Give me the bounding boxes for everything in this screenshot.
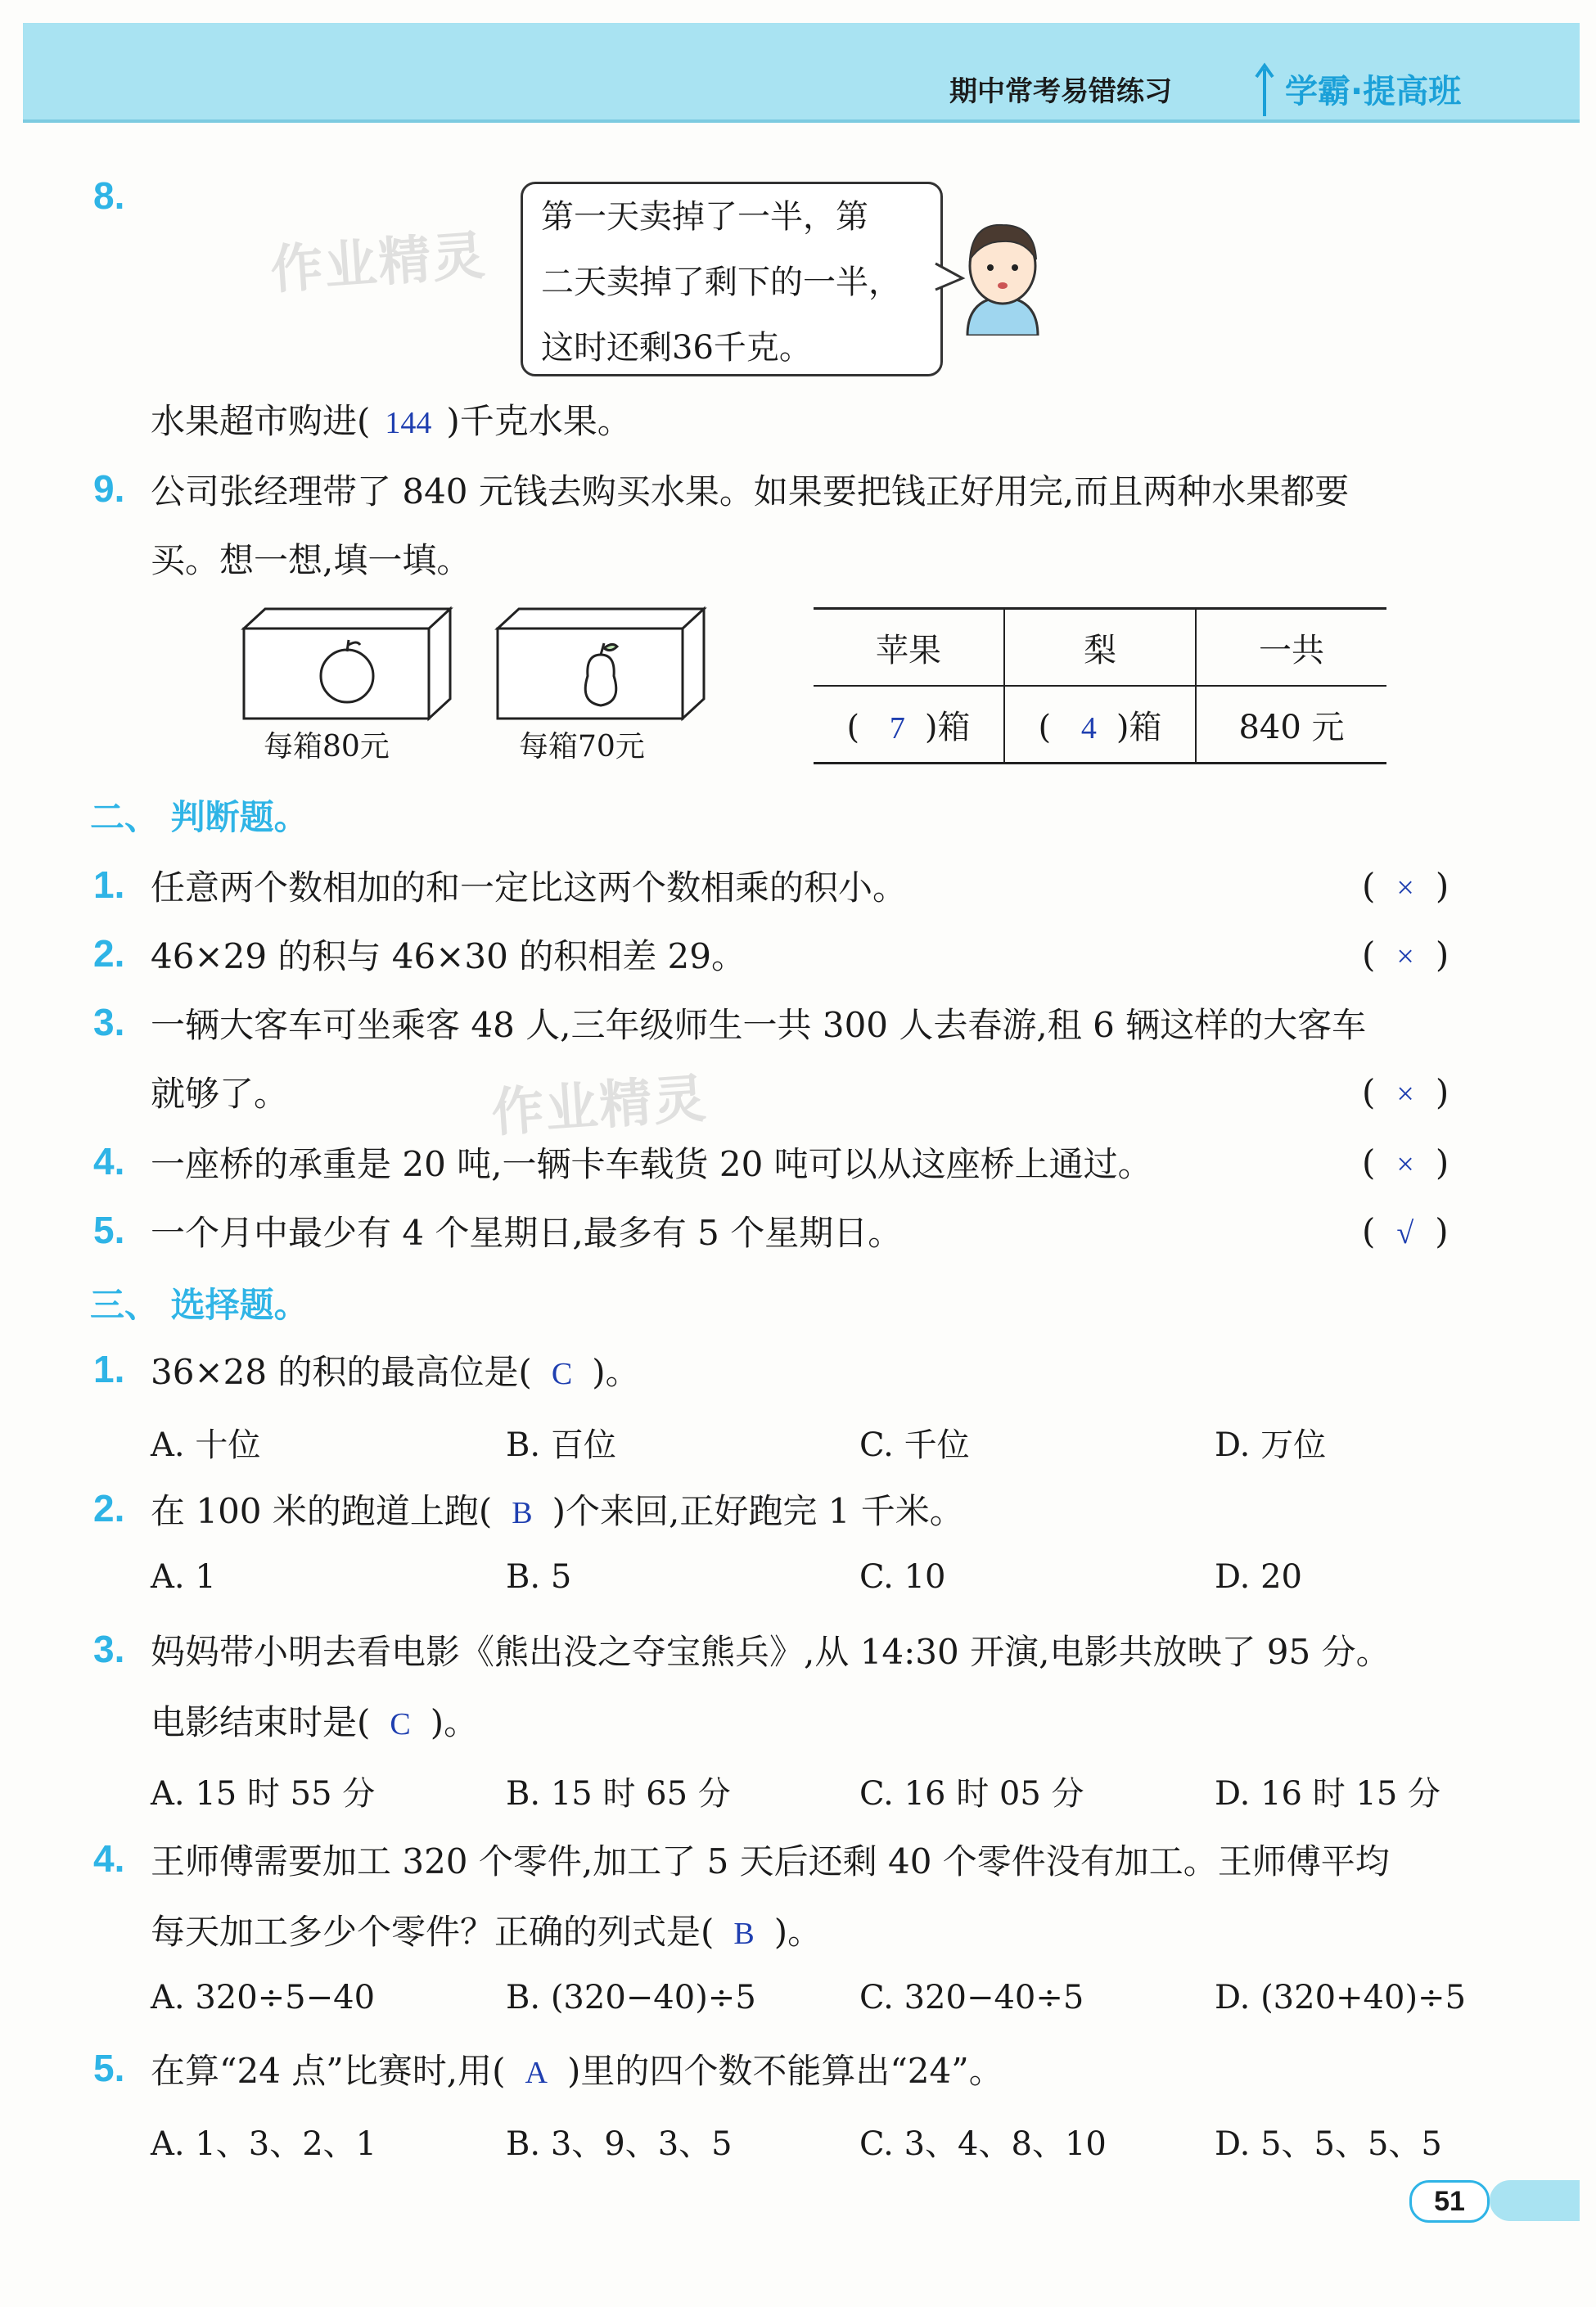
option: B. 15 时 65 分 bbox=[506, 1775, 731, 1813]
header-brand: 学霸·提高班 bbox=[1285, 73, 1462, 110]
choice-question bbox=[151, 1350, 640, 1396]
q9-line1: 公司张经理带了 840 元钱去购买水果。如果要把钱正好用完,而且两种水果都要 bbox=[151, 471, 1350, 511]
judge-answer: √ bbox=[1396, 1216, 1414, 1250]
judge-text-cont: 就够了。 bbox=[151, 1074, 289, 1114]
bubble-line: 二天卖掉了剩下的一半， bbox=[541, 264, 901, 301]
q8-answer-line bbox=[151, 399, 632, 445]
q8-pre: 水果超市购进( bbox=[151, 401, 371, 441]
judge-text: 任意两个数相加的和一定比这两个数相乘的积小。 bbox=[151, 867, 908, 908]
choice-answer: C bbox=[390, 1707, 411, 1742]
page-number: 51 bbox=[1409, 2180, 1490, 2223]
judge-answer-box: ( × ) bbox=[1362, 866, 1449, 906]
pear-price: 每箱70元 bbox=[519, 730, 645, 764]
judge-text: 一座桥的承重是 20 吨,一辆卡车载货 20 吨可以从这座桥上通过。 bbox=[151, 1144, 1152, 1184]
option: C. 10 bbox=[859, 1558, 946, 1596]
apple-price: 每箱80元 bbox=[264, 730, 390, 764]
question-number: 9. bbox=[93, 467, 125, 510]
page-tab bbox=[1490, 2180, 1580, 2221]
speech-bubble bbox=[521, 182, 943, 376]
watermark: 作业精灵 bbox=[268, 225, 489, 302]
choice-post: )个来回,正好跑完 1 千米。 bbox=[552, 1491, 964, 1531]
judge-answer: × bbox=[1396, 871, 1414, 905]
choice-post: )里的四个数不能算出“24”。 bbox=[566, 2051, 1003, 2091]
choice-answer: A bbox=[525, 2056, 548, 2090]
option: A. 320÷5−40 bbox=[151, 1979, 376, 2016]
option: B. 百位 bbox=[506, 1426, 616, 1464]
q9-line2: 买。想一想,填一填。 bbox=[151, 540, 471, 580]
table-header: 苹果 bbox=[814, 609, 1004, 687]
option: D. (320+40)÷5 bbox=[1215, 1979, 1467, 2016]
option: B. 3、9、3、5 bbox=[506, 2125, 733, 2163]
choice-question bbox=[151, 1701, 478, 1746]
arrow-divider-icon bbox=[1248, 61, 1281, 118]
unit: 箱 bbox=[1129, 708, 1162, 746]
judge-answer: × bbox=[1396, 1147, 1414, 1182]
table-header: 梨 bbox=[1004, 609, 1196, 687]
question-number: 1. bbox=[93, 1348, 125, 1390]
judge-answer-box: ( × ) bbox=[1362, 1072, 1449, 1112]
bubble-line: 第一天卖掉了一半，第 bbox=[541, 198, 868, 236]
choice-question bbox=[151, 1489, 964, 1535]
option: D. 万位 bbox=[1215, 1426, 1327, 1464]
option: C. 16 时 05 分 bbox=[859, 1775, 1084, 1813]
total-cell: 840 元 bbox=[1238, 708, 1345, 746]
judge-answer-box: ( √ ) bbox=[1362, 1211, 1449, 1251]
judge-answer: × bbox=[1396, 1077, 1414, 1111]
unit: 箱 bbox=[937, 708, 971, 746]
choice-answer: C bbox=[551, 1357, 573, 1391]
question-number: 5. bbox=[93, 1209, 125, 1251]
choice-post: )。 bbox=[773, 1912, 823, 1952]
option: A. 1 bbox=[151, 1558, 216, 1596]
choice-post: )。 bbox=[592, 1352, 640, 1392]
option: B. 5 bbox=[506, 1558, 572, 1596]
choice-pre: 在 100 米的跑道上跑( bbox=[151, 1491, 493, 1531]
option: D. 16 时 15 分 bbox=[1215, 1775, 1441, 1813]
question-number: 3. bbox=[93, 1001, 125, 1043]
judge-answer: × bbox=[1396, 939, 1414, 974]
question-number: 8. bbox=[93, 174, 125, 217]
q8-answer: 144 bbox=[385, 406, 432, 440]
boy-avatar-icon bbox=[949, 209, 1056, 336]
option: C. 千位 bbox=[859, 1426, 970, 1464]
option: A. 十位 bbox=[151, 1426, 261, 1464]
question-number: 4. bbox=[93, 1140, 125, 1183]
judge-answer-box: ( × ) bbox=[1362, 1142, 1449, 1183]
choice-question bbox=[151, 1910, 822, 1956]
choice-pre: 36×28 的积的最高位是( bbox=[151, 1352, 532, 1392]
choice-post: )。 bbox=[430, 1702, 479, 1742]
question-number: 2. bbox=[93, 1487, 125, 1530]
bubble-line: 这时还剩36千克。 bbox=[541, 329, 812, 367]
apple-count-cell: ( 7 )箱 bbox=[814, 686, 1004, 764]
option: A. 1、3、2、1 bbox=[151, 2125, 377, 2163]
choice-pre: 每天加工多少个零件？正确的列式是( bbox=[151, 1912, 715, 1952]
watermark: 作业精灵 bbox=[489, 1068, 710, 1145]
judge-text: 46×29 的积与 46×30 的积相差 29。 bbox=[151, 936, 746, 976]
question-number: 2. bbox=[93, 932, 125, 975]
section-title: 三、 选择题。 bbox=[90, 1285, 309, 1325]
option: A. 15 时 55 分 bbox=[151, 1775, 376, 1813]
fruit-table bbox=[814, 607, 1386, 764]
choice-question bbox=[151, 2049, 1003, 2095]
header-section-title: 期中常考易错练习 bbox=[949, 75, 1172, 108]
choice-pre: 电影结束时是( bbox=[151, 1702, 371, 1742]
pear-box-icon bbox=[494, 606, 707, 722]
section-title: 二、 判断题。 bbox=[90, 797, 309, 837]
choice-line1: 王师傅需要加工 320 个零件,加工了 5 天后还剩 40 个零件没有加工。王师傅平均 bbox=[151, 1841, 1390, 1881]
q8-post: )千克水果。 bbox=[446, 401, 632, 441]
judge-answer-box: ( × ) bbox=[1362, 935, 1449, 975]
option: C. 3、4、8、10 bbox=[859, 2125, 1107, 2163]
apple-box-icon bbox=[241, 606, 453, 722]
choice-pre: 在算“24 点”比赛时,用( bbox=[151, 2051, 506, 2091]
question-number: 5. bbox=[93, 2047, 125, 2089]
apple-count: 7 bbox=[889, 710, 905, 746]
question-number: 4. bbox=[93, 1837, 125, 1880]
question-number: 1. bbox=[93, 863, 125, 906]
option: D. 20 bbox=[1215, 1558, 1302, 1596]
judge-text: 一个月中最少有 4 个星期日,最多有 5 个星期日。 bbox=[151, 1213, 903, 1253]
choice-answer: B bbox=[733, 1917, 755, 1951]
judge-text: 一辆大客车可坐乘客 48 人,三年级师生一共 300 人去春游,租 6 辆这样的大客车 bbox=[151, 1005, 1367, 1045]
option: C. 320−40÷5 bbox=[859, 1979, 1084, 2016]
table-header: 一共 bbox=[1259, 631, 1324, 669]
pear-count-cell: ( 4 )箱 bbox=[1004, 686, 1196, 764]
question-number: 3. bbox=[93, 1628, 125, 1670]
option: D. 5、5、5、5 bbox=[1215, 2125, 1442, 2163]
choice-line1: 妈妈带小明去看电影《熊出没之夺宝熊兵》,从 14:30 开演,电影共放映了 95 分。 bbox=[151, 1632, 1391, 1672]
option: B. (320−40)÷5 bbox=[506, 1979, 756, 2016]
choice-answer: B bbox=[512, 1496, 533, 1530]
pear-count: 4 bbox=[1080, 710, 1097, 746]
